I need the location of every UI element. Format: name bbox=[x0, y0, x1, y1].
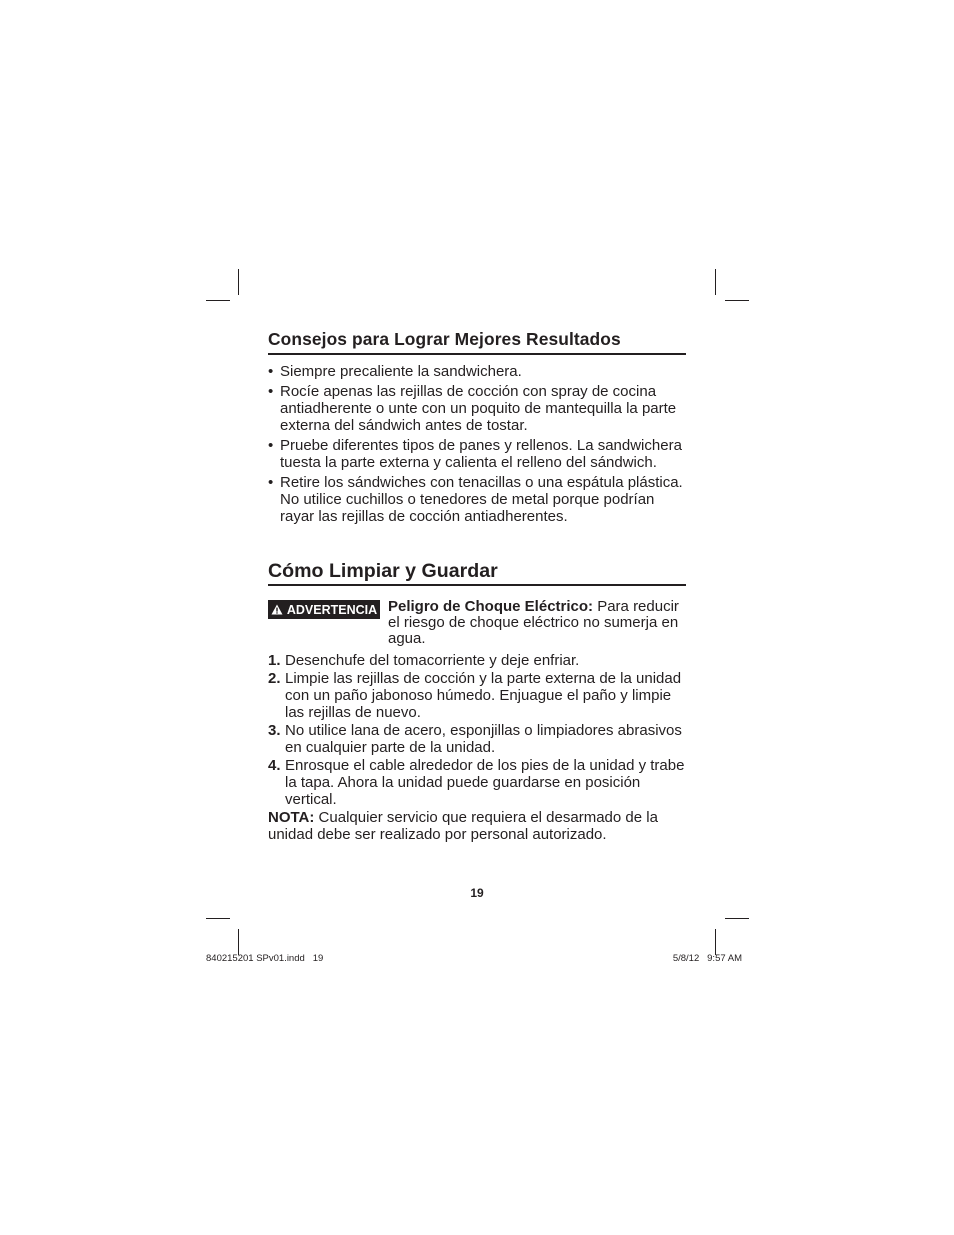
step-text: Enrosque el cable alrededor de los pies de la unidad y trabe la tapa. Ahora la unidad puede guardarse en posición vertical. bbox=[285, 757, 685, 808]
cleaning-heading: Cómo Limpiar y Guardar bbox=[268, 559, 686, 586]
crop-mark-top-right-horizontal bbox=[725, 300, 749, 301]
list-item bbox=[268, 670, 686, 721]
tip-text: Siempre precaliente la sandwichera. bbox=[280, 363, 522, 380]
warning-badge bbox=[268, 600, 380, 619]
list-item bbox=[268, 383, 686, 434]
warning-triangle-icon bbox=[271, 604, 283, 615]
page-number: 19 bbox=[470, 886, 484, 900]
step-text: No utilice lana de acero, esponjillas o limpiadores abrasivos en cualquier parte de la unidad. bbox=[285, 722, 682, 756]
note-paragraph bbox=[268, 809, 686, 843]
crop-mark-bottom-right-vertical bbox=[715, 929, 716, 955]
tip-text: Pruebe diferentes tipos de panes y rellenos. La sandwichera tuesta la parte externa y calienta el relleno del sándwich. bbox=[280, 437, 682, 471]
page-content bbox=[268, 328, 686, 843]
step-text: Limpie las rejillas de cocción y la parte externa de la unidad con un paño jabonoso húmedo. Enjuague el paño y limpie las rejillas de nuevo. bbox=[285, 670, 682, 721]
tip-text: Retire los sándwiches con tenacillas o una espátula plástica. No utilice cuchillos o tenedores de metal porque podrían rayar las rejillas de cocción antiadherentes. bbox=[280, 474, 683, 525]
step-text: Desenchufe del tomacorriente y deje enfriar. bbox=[285, 652, 580, 669]
step-number: 4. bbox=[268, 757, 281, 774]
list-item bbox=[268, 652, 686, 669]
bullet-icon: • bbox=[268, 363, 274, 380]
list-item bbox=[268, 474, 686, 525]
cleaning-steps bbox=[268, 652, 686, 808]
tips-section bbox=[268, 328, 686, 525]
step-number: 2. bbox=[268, 670, 281, 687]
list-item bbox=[268, 757, 686, 808]
tips-list bbox=[268, 363, 686, 525]
tip-text: Rocíe apenas las rejillas de cocción con spray de cocina antiadherente o unte con un poquito de mantequilla la parte externa del sándwich antes de tostar. bbox=[280, 383, 677, 434]
crop-mark-bottom-right-horizontal bbox=[725, 918, 749, 919]
note-label: NOTA: bbox=[268, 809, 315, 826]
warning-text bbox=[388, 599, 686, 647]
warning-body: Para reducir el riesgo de choque eléctrico no sumerja en agua. bbox=[388, 598, 679, 647]
file-slug: 840215201 SPv01.indd 19 bbox=[206, 953, 324, 964]
crop-mark-bottom-left-vertical bbox=[238, 929, 239, 955]
bullet-icon: • bbox=[268, 437, 274, 454]
list-item bbox=[268, 363, 686, 380]
list-item bbox=[268, 437, 686, 471]
note-text: Cualquier servicio que requiera el desarmado de la unidad debe ser realizado por personal autorizado. bbox=[268, 809, 658, 843]
crop-mark-top-left-vertical bbox=[238, 269, 239, 295]
warning-badge-label: ADVERTENCIA bbox=[286, 602, 378, 617]
step-number: 1. bbox=[268, 652, 281, 669]
warning-block bbox=[268, 599, 686, 647]
crop-mark-top-left-horizontal bbox=[206, 300, 230, 301]
bullet-icon: • bbox=[268, 474, 274, 491]
date-slug: 5/8/12 9:57 AM bbox=[672, 953, 742, 964]
list-item bbox=[268, 722, 686, 756]
tips-heading: Consejos para Lograr Mejores Resultados bbox=[268, 328, 686, 355]
warning-title: Peligro de Choque Eléctrico: bbox=[388, 598, 594, 615]
step-number: 3. bbox=[268, 722, 281, 739]
bullet-icon: • bbox=[268, 383, 274, 400]
crop-mark-bottom-left-horizontal bbox=[206, 918, 230, 919]
cleaning-section bbox=[268, 559, 686, 843]
crop-mark-top-right-vertical bbox=[715, 269, 716, 295]
